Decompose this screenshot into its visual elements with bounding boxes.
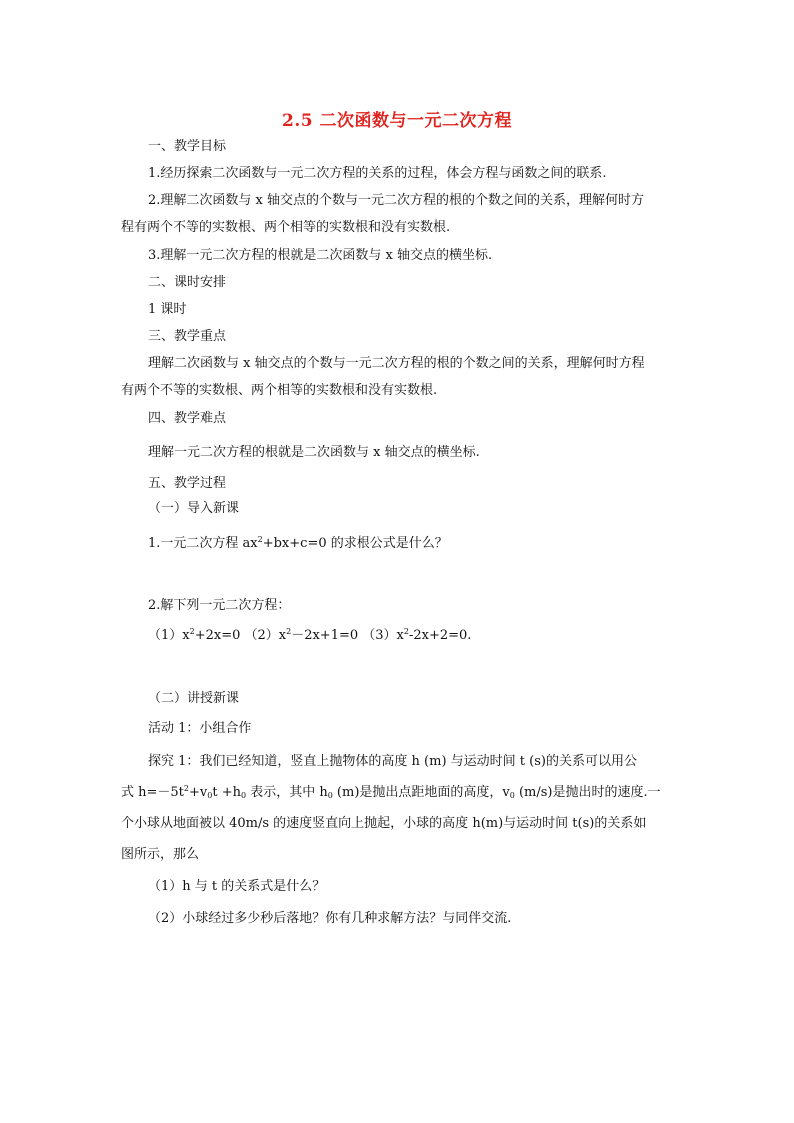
objective-2: 2.理解二次函数与 x 轴交点的个数与一元二次方程的根的个数之间的关系，理解何时方 xyxy=(148,193,645,208)
activity-label: 活动 1：小组合作 xyxy=(148,721,252,736)
difficulty-text: 理解一元二次方程的根就是二次函数与 x 轴交点的横坐标. xyxy=(148,445,480,460)
section-heading-schedule: 二、课时安排 xyxy=(148,275,227,290)
section-heading-keypoints: 三、教学重点 xyxy=(148,329,227,344)
keypoints-line-1: 理解二次函数与 x 轴交点的个数与一元二次方程的根的个数之间的关系，理解何时方程 xyxy=(148,356,645,371)
question-landing: （2）小球经过多少秒后落地？你有几种求解方法？与同伴交流. xyxy=(148,911,512,926)
section-heading-objectives: 一、教学目标 xyxy=(148,139,227,154)
section-heading-difficulty: 四、教学难点 xyxy=(148,411,227,426)
question-h-t: （1）h 与 t 的关系式是什么？ xyxy=(148,879,326,894)
explore-line-1: 探究 1：我们已经知道，竖直上抛物体的高度 h (m) 与运动时间 t (s)的关系可以用公 xyxy=(148,754,637,769)
explore-line-4: 图所示，那么 xyxy=(121,847,200,862)
keypoints-line-2: 有两个不等的实数根、两个相等的实数根和没有实数根. xyxy=(121,383,438,398)
explore-line-2: 式 $h=-5t^2+v_0t +h_0$ 表示，其中 $h_0$ (m)是抛出点距地面的高度，$v_0$ (m/s)是抛出时的速度.一 xyxy=(121,784,661,800)
question-2: 2.解下列一元二次方程： xyxy=(148,598,291,613)
schedule-text: 1 课时 xyxy=(148,302,187,317)
question-1: 1.一元二次方程 $ax^2+bx+c=0$ 的求根公式是什么？ xyxy=(148,535,448,551)
objective-1: 1.经历探索二次函数与一元二次方程的关系的过程，体会方程与函数之间的联系. xyxy=(148,166,607,181)
subsection-heading-new-lesson: （二）讲授新课 xyxy=(148,691,240,706)
page-title: 2.5 二次函数与一元二次方程 xyxy=(282,111,512,131)
objective-3: 3.理解一元二次方程的根就是二次函数与 x 轴交点的横坐标. xyxy=(148,248,493,263)
subsection-heading-intro: （一）导入新课 xyxy=(148,501,240,516)
explore-line-3: 个小球从地面被以 40m/s 的速度竖直向上抛起，小球的高度 h(m)与运动时间 t(s)的关系如 xyxy=(121,816,647,831)
equation-list: $(1)x^2+2x=0$ $(2)x^2-2x+1=0$ $(3)x^2-2x+2=0$. xyxy=(148,627,472,643)
objective-2-cont: 程有两个不等的实数根、两个相等的实数根和没有实数根. xyxy=(121,220,451,235)
section-heading-process: 五、教学过程 xyxy=(148,476,227,491)
